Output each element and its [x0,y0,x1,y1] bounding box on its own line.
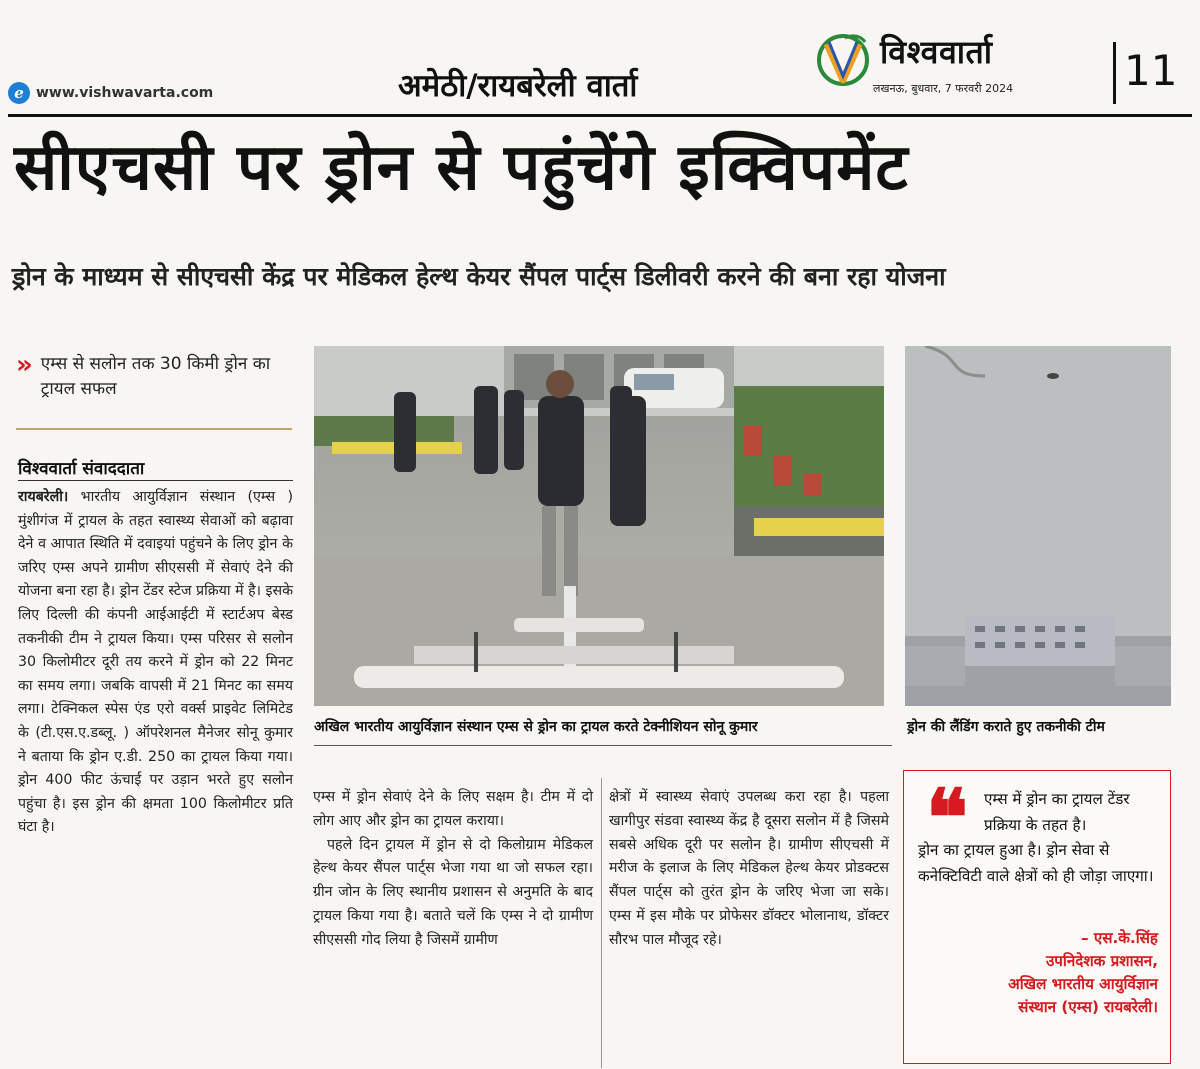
photo-caption-1: अखिल भारतीय आयुर्विज्ञान संस्थान एम्स से ड्रोन का ट्रायल करते टेक्नीशियन सोनू कुमार [314,719,758,735]
quote-title: उपनिदेशक प्रशासन, [1045,952,1158,970]
brand-logo-icon [815,30,871,90]
byline: विश्ववार्ता संवाददाता [18,459,145,479]
divider [1113,42,1116,104]
quote-name: – एस.के.सिंह [1080,929,1158,947]
article-text-1: भारतीय आयुर्विज्ञान संस्थान (एम्स ) मुंशीगंज में ट्रायल के तहत स्वास्थ्य सेवाओं को बढ़ावा देने व आपात स्थिति में दवाइयां पहुंचने के लिए ड्रोन के जरिए एम्स अपने ग्रामीण सीएससी में सेवाएं देने की योजना बना रहा है। ड्रोन टेंडर स्टेज प्रक्रिया में है। इसके लिए दिल्ली की कंपनी आईआईटी में स्टार्टअप बेस्ड तकनीकी टीम ने ट्रायल किया। एम्स परिसर से सलोन 30 किलोमीटर दूरी तय करने में ड्रोन को 22 मिनट का समय लगा। जबकि वापसी में 21 मिनट का समय लगा। टेक्निकल स्पेस एंड एरो वर्क्स प्राइवेट लिमिटेड के (टी.एस.ए.डब्लू. ) ऑपरेशनल मैनेजर सोनू कुमार ने बताया कि ड्रोन ए.डी. 250 का ट्रायल किया गया। ड्रोन 400 फीट ऊंचाई पर उड़ान भरते हुए सलोन पहुंचा है। इस ड्रोन की क्षमता 100 किलोमीटर प्रति घंटा है। [18,489,293,836]
article-paragraph: एम्स में ड्रोन सेवाएं देने के लिए सक्षम है। टीम में दो लोग आए और ड्रोन का ट्रायल कराया। [313,789,593,829]
photo-drone-landing [905,346,1171,706]
browser-icon: e [8,82,30,104]
article-column-1 [18,486,293,840]
divider [314,745,892,746]
highlight-text: एम्स से सलोन तक 30 किमी ड्रोन का ट्रायल सफल [40,354,271,399]
article-paragraph: पहले दिन ट्रायल में ड्रोन से दो किलोग्राम मेडिकल हेल्थ केयर सैंपल पार्ट्स भेजा गया था जो सफल रहा। ग्रीन जोन के लिए स्थानीय प्रशासन से अनुमति के बाद ट्रायल किया गया है। बताते चलें कि एम्स ने दो ग्रामीण सीएससी गोद लिया है जिसमें ग्रामीण [313,836,593,948]
website-text: www.vishwavarta.com [36,85,214,101]
brand-name: विश्ववार्ता [880,33,993,71]
double-chevron-icon: » [16,350,33,380]
quote-text [918,787,1164,889]
divider [18,480,293,481]
photo-drone-trial [314,346,884,706]
edition-dateline: लखनऊ, बुधवार, 7 फरवरी 2024 [873,82,1014,95]
quote-rest: ड्रोन का ट्रायल हुआ है। ड्रोन सेवा से कनेक्टिविटी वाले क्षेत्रों को ही जोड़ा जाएगा। [918,841,1154,885]
quote-lead: एम्स में ड्रोन का ट्रायल टेंडर प्रक्रिया के तहत है। [984,790,1130,834]
column-divider [601,778,602,1068]
subheadline: ड्रोन के माध्यम से सीएचसी केंद्र पर मेडिकल हेल्थ केयर सैंपल पार्ट्स डिलीवरी करने की बना रहा योजना [12,262,946,291]
highlight-box [16,352,296,401]
article-column-3 [609,786,889,953]
headline: सीएचसी पर ड्रोन से पहुंचेंगे इक्विपमेंट [14,131,909,205]
article-place: रायबरेली। [18,489,69,505]
website-url [8,82,213,104]
article-paragraph: क्षेत्रों में स्वास्थ्य सेवाएं उपलब्ध करा रहा है। पहला खागीपुर संडवा स्वास्थ्य केंद्र है दूसरा सलोन में है जिसमे सबसे अधिक दूरी पर सलोन है। ग्रामीण सीएचसी में मरीज के इलाज के लिए मेडिकल हेल्थ केयर प्रोडक्टस सैंपल पार्ट्स को तुरंत ड्रोन के जरिए भेजा जा सके। एम्स में इस मौके पर प्रोफेसर डॉक्टर भोलानाथ, डॉक्टर सौरभ पाल मौजूद रहे। [609,789,889,948]
divider [16,428,292,430]
article-column-2 [313,786,593,953]
divider [8,114,1192,117]
quote-title: अखिल भारतीय आयुर्विज्ञान [1008,975,1158,993]
quote-attribution [918,927,1158,1019]
quote-title: संस्थान (एम्स) रायबरेली। [1018,998,1158,1016]
photo-caption-2: ड्रोन की लैंडिंग कराते हुए तकनीकी टीम [907,719,1105,735]
section-title: अमेठी/रायबरेली वार्ता [398,68,638,104]
quote-mark-icon: ❝ [926,773,968,864]
page-number: 11 [1124,46,1178,95]
